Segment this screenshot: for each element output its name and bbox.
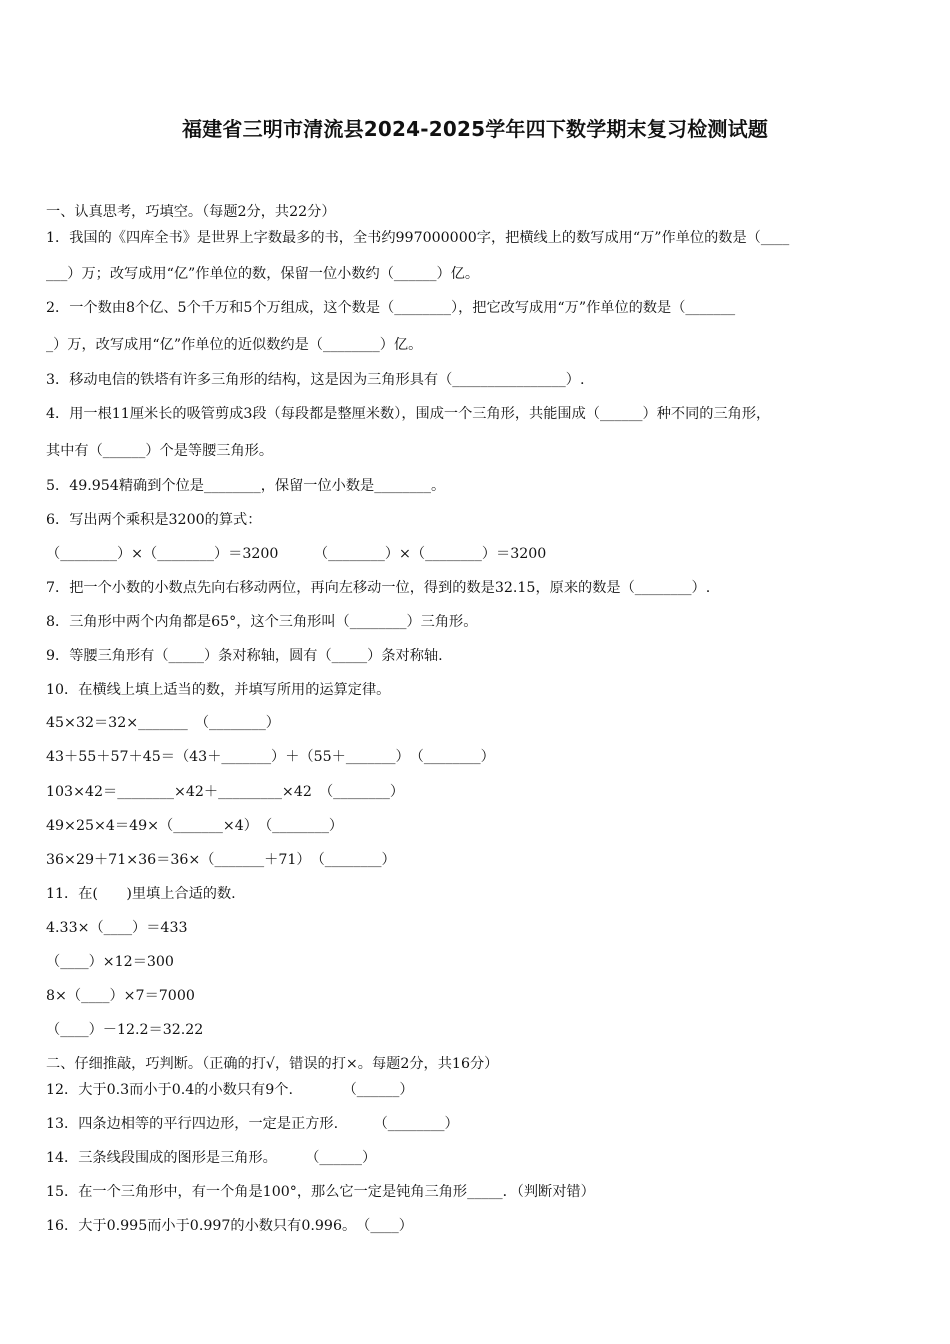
question-6-equations: （________）×（________）＝3200 （________）×（________）＝3200 [46, 546, 547, 562]
question-11-item-4: （____）－12.2＝32.22 [46, 1022, 204, 1038]
question-14: 14．三条线段围成的图形是三角形。 （______） [46, 1150, 377, 1166]
question-15: 15．在一个三角形中，有一个角是100°，那么它一定是钝角三角形_____．（判断对错） [46, 1184, 595, 1200]
question-16: 16．大于0.995而小于0.997的小数只有0.996。 （____） [46, 1218, 413, 1234]
question-10-item-4: 49×25×4＝49×（_______×4） （________） [46, 818, 344, 834]
question-11: 11．在( )里填上合适的数. [46, 886, 236, 902]
question-2-line-1: 2．一个数由8个亿、5个千万和5个万组成，这个数是（________），把它改写成用“万”作单位的数是（_______ [46, 300, 736, 316]
section-heading-2: 二、仔细推敲，巧判断。（正确的打√，错误的打×。每题2分，共16分） [46, 1056, 499, 1072]
section-heading-1: 一、认真思考，巧填空。（每题2分，共22分） [46, 204, 336, 220]
question-2-line-2: _）万，改写成用“亿”作单位的近似数约是（________）亿。 [46, 337, 423, 353]
question-10-item-2: 43＋55＋57＋45＝（43＋_______）＋（55＋_______） （________） [46, 749, 495, 765]
question-10-item-3: 103×42＝________×42＋_________×42 （________） [46, 784, 405, 800]
question-10: 10．在横线上填上适当的数，并填写所用的运算定律。 [46, 682, 391, 698]
question-11-item-1: 4.33×（____）＝433 [46, 920, 188, 936]
question-10-item-5: 36×29＋71×36＝36×（_______＋71） （________） [46, 852, 396, 868]
question-7: 7．把一个小数的小数点先向右移动两位，再向左移动一位，得到的数是32.15，原来的数是（________）. [46, 580, 711, 596]
page-title: 福建省三明市清流县2024-2025学年四下数学期末复习检测试题 [181, 117, 769, 141]
question-13: 13．四条边相等的平行四边形，一定是正方形. （________） [46, 1116, 459, 1132]
question-1-line-1: 1．我国的《四库全书》是世界上字数最多的书，全书约997000000字，把横线上的数写成用“万”作单位的数是（____ [46, 230, 790, 246]
question-5: 5．49.954精确到个位是________，保留一位小数是________。 [46, 478, 446, 494]
question-10-item-1: 45×32＝32×_______ （________） [46, 715, 280, 731]
question-6: 6．写出两个乘积是3200的算式： [46, 512, 262, 528]
question-4-line-1: 4．用一根11厘米长的吸管剪成3段（每段都是整厘米数），围成一个三角形，共能围成（______）种不同的三角形， [46, 406, 771, 422]
question-11-item-2: （____）×12＝300 [46, 954, 174, 970]
question-4-line-2: 其中有（______）个是等腰三角形。 [46, 443, 274, 459]
question-3: 3．移动电信的铁塔有许多三角形的结构，这是因为三角形具有（________________）. [46, 372, 585, 388]
question-11-item-3: 8×（____）×7＝7000 [46, 988, 195, 1004]
question-1-line-2: ___）万；改写成用“亿”作单位的数，保留一位小数约（______）亿。 [46, 266, 480, 282]
question-9: 9．等腰三角形有（_____）条对称轴，圆有（_____）条对称轴. [46, 648, 443, 664]
question-8: 8．三角形中两个内角都是65°，这个三角形叫（________）三角形。 [46, 614, 478, 630]
question-12: 12．大于0.3而小于0.4的小数只有9个. （______） [46, 1082, 414, 1098]
